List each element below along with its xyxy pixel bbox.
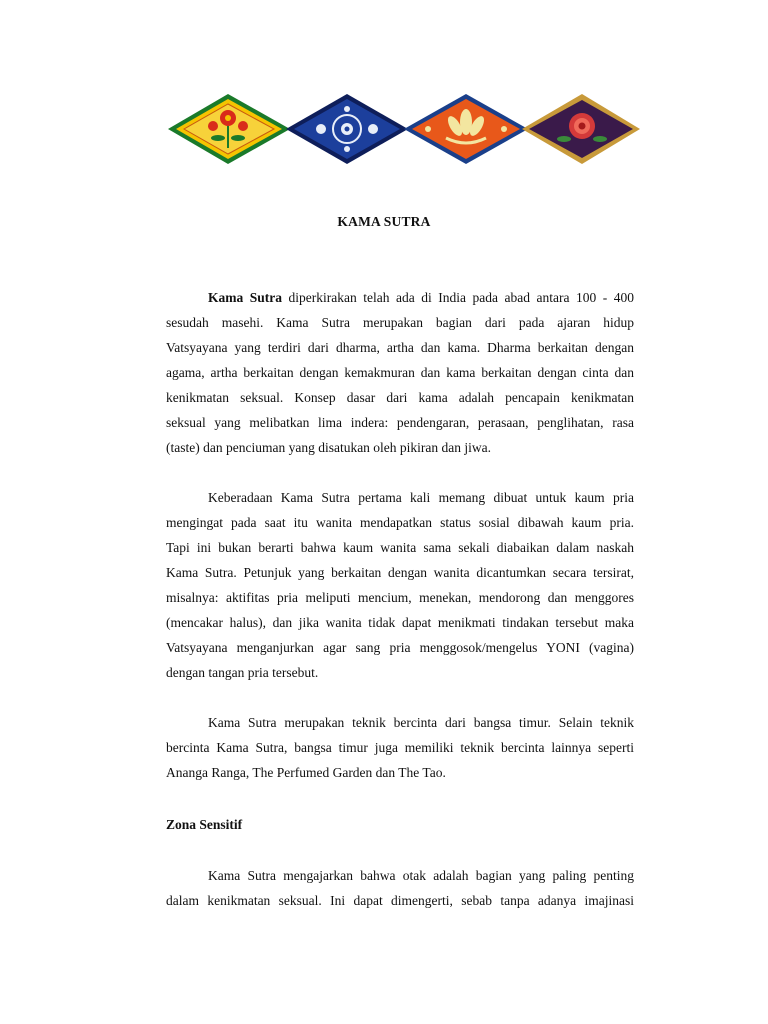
- paragraph-line: bercinta Kama Sutra, bangsa timur juga memiliki teknik bercinta lainnya seperti: [166, 740, 634, 755]
- paragraph-line: kenikmatan seksual. Konsep dasar dari kama adalah pencapain kenikmatan: [166, 390, 634, 405]
- paragraph-line: misalnya: aktifitas pria meliputi mencium, menekan, mendorong dan menggores: [166, 590, 634, 605]
- diamond-tiles-illustration: [166, 92, 642, 166]
- paragraph-line: Kama Sutra diperkirakan telah ada di India pada abad antara 100 - 400: [208, 290, 634, 305]
- yellow-flower-tile: [168, 94, 290, 164]
- paragraph-line: agama, artha berkaitan dengan kemakmuran dan kama berkaitan dengan cinta dan: [166, 365, 634, 380]
- section-heading: Zona Sensitif: [166, 817, 243, 832]
- paragraph-line: Keberadaan Kama Sutra pertama kali memang dibuat untuk kaum pria: [208, 490, 634, 505]
- paragraph-2: [166, 485, 634, 685]
- paragraph-line: Ananga Ranga, The Perfumed Garden dan The Tao.: [166, 765, 446, 780]
- paragraph-line: Tapi ini bukan berarti bahwa kaum wanita sama sekali diabaikan dalam naskah: [166, 540, 634, 555]
- blue-floral-tile: [286, 94, 408, 164]
- paragraph-line: (mencakar halus), dan jika wanita tidak dapat menikmati tindakan tersebut maka: [166, 615, 634, 630]
- paragraph-4: [166, 863, 634, 913]
- bold-term: Kama Sutra: [208, 290, 283, 305]
- paragraph-1: [166, 285, 634, 460]
- paragraph-line: dalam kenikmatan seksual. Ini dapat dimengerti, sebab tanpa adanya imajinasi: [166, 893, 634, 908]
- page-title: KAMA SUTRA: [337, 214, 431, 229]
- paragraph-3: [166, 710, 634, 785]
- decorative-banner: [166, 92, 642, 166]
- paragraph-line: Vatsyayana menganjurkan agar sang pria menggosok/mengelus YONI (vagina): [166, 640, 634, 655]
- lotus-tile: [404, 94, 528, 164]
- paragraph-line: Vatsyayana yang terdiri dari dharma, artha dan kama. Dharma berkaitan dengan: [166, 340, 634, 355]
- paragraph-line: Kama Sutra. Petunjuk yang berkaitan dengan wanita dicantumkan secara tersirat,: [166, 565, 634, 580]
- rose-tile: [522, 94, 640, 164]
- paragraph-line: Kama Sutra mengajarkan bahwa otak adalah bagian yang paling penting: [208, 868, 634, 883]
- paragraph-line: sesudah masehi. Kama Sutra merupakan bagian dari pada ajaran hidup: [166, 315, 634, 330]
- paragraph-line: mengingat pada saat itu wanita mendapatkan status sosial dibawah kaum pria.: [166, 515, 634, 530]
- paragraph-line: seksual yang melibatkan lima indera: pendengaran, perasaan, penglihatan, rasa: [166, 415, 634, 430]
- paragraph-line: (taste) dan penciuman yang disatukan oleh pikiran dan jiwa.: [166, 440, 492, 455]
- paragraph-line: dengan tangan pria tersebut.: [166, 665, 319, 680]
- paragraph-line: Kama Sutra merupakan teknik bercinta dari bangsa timur. Selain teknik: [208, 715, 634, 730]
